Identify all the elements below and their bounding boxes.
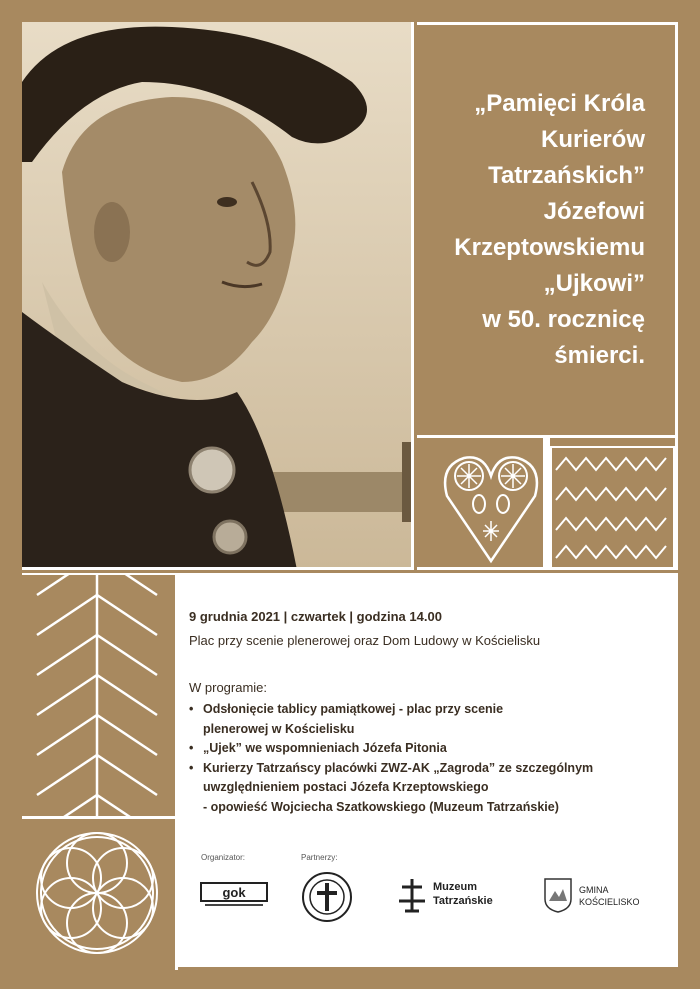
partner-seal-logo	[301, 871, 353, 923]
museum-emblem-icon	[397, 877, 427, 913]
parzenica-heart-icon	[439, 446, 543, 566]
event-date: 9 grudnia 2021 | czwartek | godzina 14.00	[189, 609, 442, 624]
program-heading: W programie:	[189, 680, 268, 695]
chevron-ornament	[22, 573, 178, 818]
program-item: • „Ujek” we wspomnieniach Józefa Pitonia	[189, 739, 659, 759]
zigzag-pattern-icon	[552, 448, 669, 564]
gok-logo-icon	[199, 879, 269, 909]
bullet-icon: •	[189, 741, 194, 755]
program-list	[189, 700, 659, 817]
title-box	[417, 22, 678, 438]
gmina-crest-icon	[543, 877, 573, 913]
gmina-logo	[543, 877, 663, 917]
divider	[543, 438, 550, 570]
title-line: Krzeptowskiemu	[454, 234, 645, 261]
program-item-continuation: uwzględnieniem postaci Józefa Krzeptowskiego	[203, 780, 489, 794]
bullet-icon: •	[189, 760, 194, 775]
heart-ornament	[439, 446, 543, 566]
program-item: • Kurierzy Tatrzańscy placówki ZWZ-AK „Zagroda” ze szczególnym	[189, 759, 659, 779]
title-line: Tatrzańskich”	[488, 162, 645, 189]
gmina-name-line2: KOŚCIELISKO	[579, 897, 640, 907]
bullet-icon: •	[189, 702, 194, 716]
portrait-photo	[22, 22, 414, 570]
museum-logo	[397, 877, 517, 917]
portrait-illustration	[22, 22, 414, 570]
museum-name-line1: Muzeum	[433, 881, 477, 893]
title-line: w 50. rocznicę	[482, 306, 645, 333]
title-line: Józefowi	[543, 198, 645, 225]
zigzag-ornament	[550, 446, 675, 570]
gok-logo	[199, 879, 269, 909]
sponsor-logos	[175, 841, 678, 951]
flower-ornament	[22, 816, 178, 970]
ornament-strip	[417, 438, 678, 570]
left-ornament-column	[22, 573, 175, 967]
seal-icon	[301, 871, 353, 923]
gmina-name-line1: GMINA	[579, 885, 609, 895]
event-info-panel	[175, 573, 678, 967]
rosette-icon	[22, 819, 172, 967]
program-item: • Odsłonięcie tablicy pamiątkowej - plac przy scenie	[189, 700, 659, 720]
chevron-pattern-icon	[22, 575, 172, 818]
program-item-continuation: - opowieść Wojciecha Szatkowskiego (Muzeum Tatrzańskie)	[203, 799, 559, 814]
title-line: Kurierów	[540, 126, 645, 153]
title-line: „Ujkowi”	[543, 270, 645, 297]
gok-logo-text: gok	[222, 885, 246, 900]
program-item-continuation: plenerowej w Kościelisku	[203, 721, 355, 736]
title-line: śmierci.	[554, 342, 645, 369]
museum-name-line2: Tatrzańskie	[433, 895, 493, 907]
organizer-label: Organizator:	[201, 853, 246, 862]
event-place: Plac przy scenie plenerowej oraz Dom Ludowy w Kościelisku	[189, 633, 541, 648]
partners-label: Partnerzy:	[301, 853, 338, 862]
title-line: „Pamięci Króla	[474, 90, 645, 117]
